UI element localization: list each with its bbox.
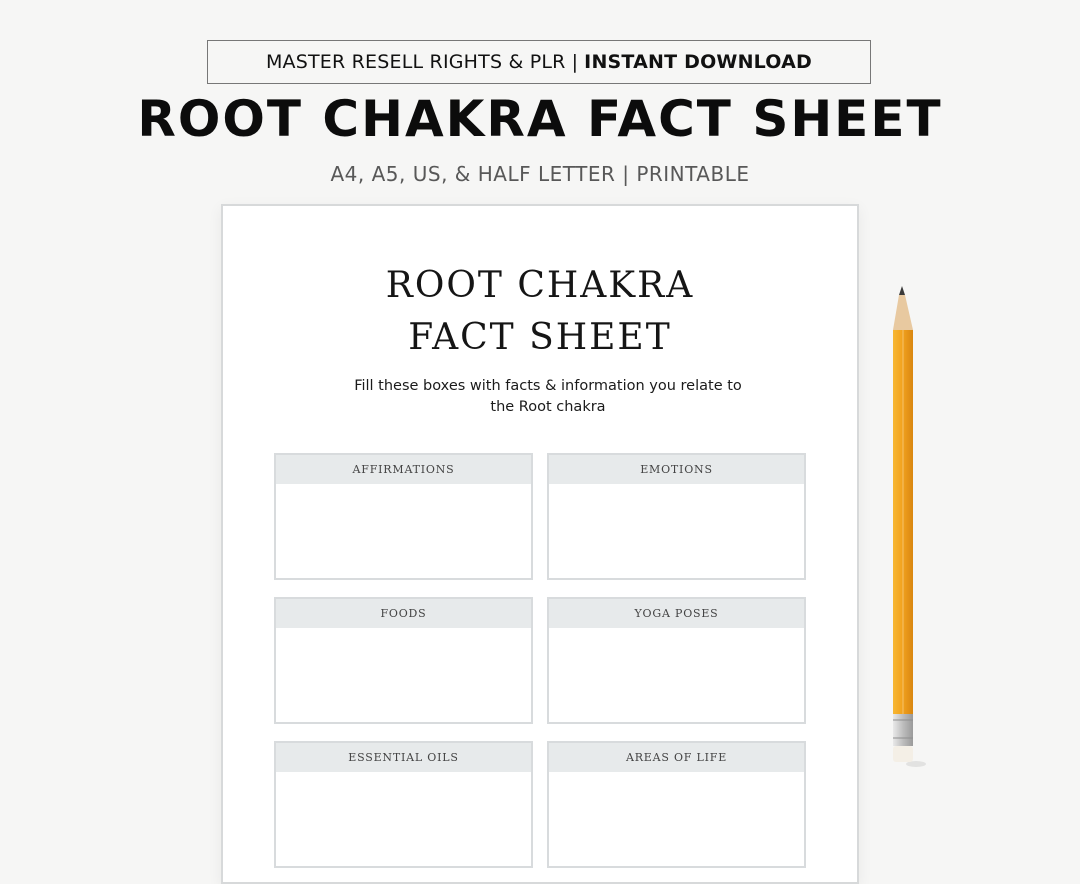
- box-header: AREAS OF LIFE: [549, 743, 804, 772]
- yoga-poses-box: [547, 597, 806, 724]
- box-header: AFFIRMATIONS: [276, 455, 531, 484]
- box-header: FOODS: [276, 599, 531, 628]
- areas-of-life-box: [547, 741, 806, 868]
- formats-subtitle: A4, A5, US, & HALF LETTER | PRINTABLE: [330, 162, 750, 186]
- box-header: YOGA POSES: [549, 599, 804, 628]
- box-header: EMOTIONS: [549, 455, 804, 484]
- pencil-icon: [880, 286, 930, 768]
- emotions-box: [547, 453, 806, 580]
- main-headline: ROOT CHAKRA FACT SHEET: [137, 90, 943, 148]
- banner-rights-text: MASTER RESELL RIGHTS & PLR: [265, 51, 566, 73]
- foods-box: [274, 597, 533, 724]
- essential-oils-box: [274, 741, 533, 868]
- sheet-instructions: Fill these boxes with facts & information you relate to the Root chakra: [354, 378, 742, 415]
- sheet-title-line-1: ROOT CHAKRA: [385, 265, 695, 306]
- affirmations-box: [274, 453, 533, 580]
- banner-download-text: INSTANT DOWNLOAD: [584, 51, 813, 73]
- printable-sheet: [221, 204, 859, 884]
- banner-separator: |: [571, 51, 579, 73]
- sheet-title-line-2: FACT SHEET: [408, 317, 672, 358]
- box-header: ESSENTIAL OILS: [276, 743, 531, 772]
- top-banner: [207, 40, 871, 84]
